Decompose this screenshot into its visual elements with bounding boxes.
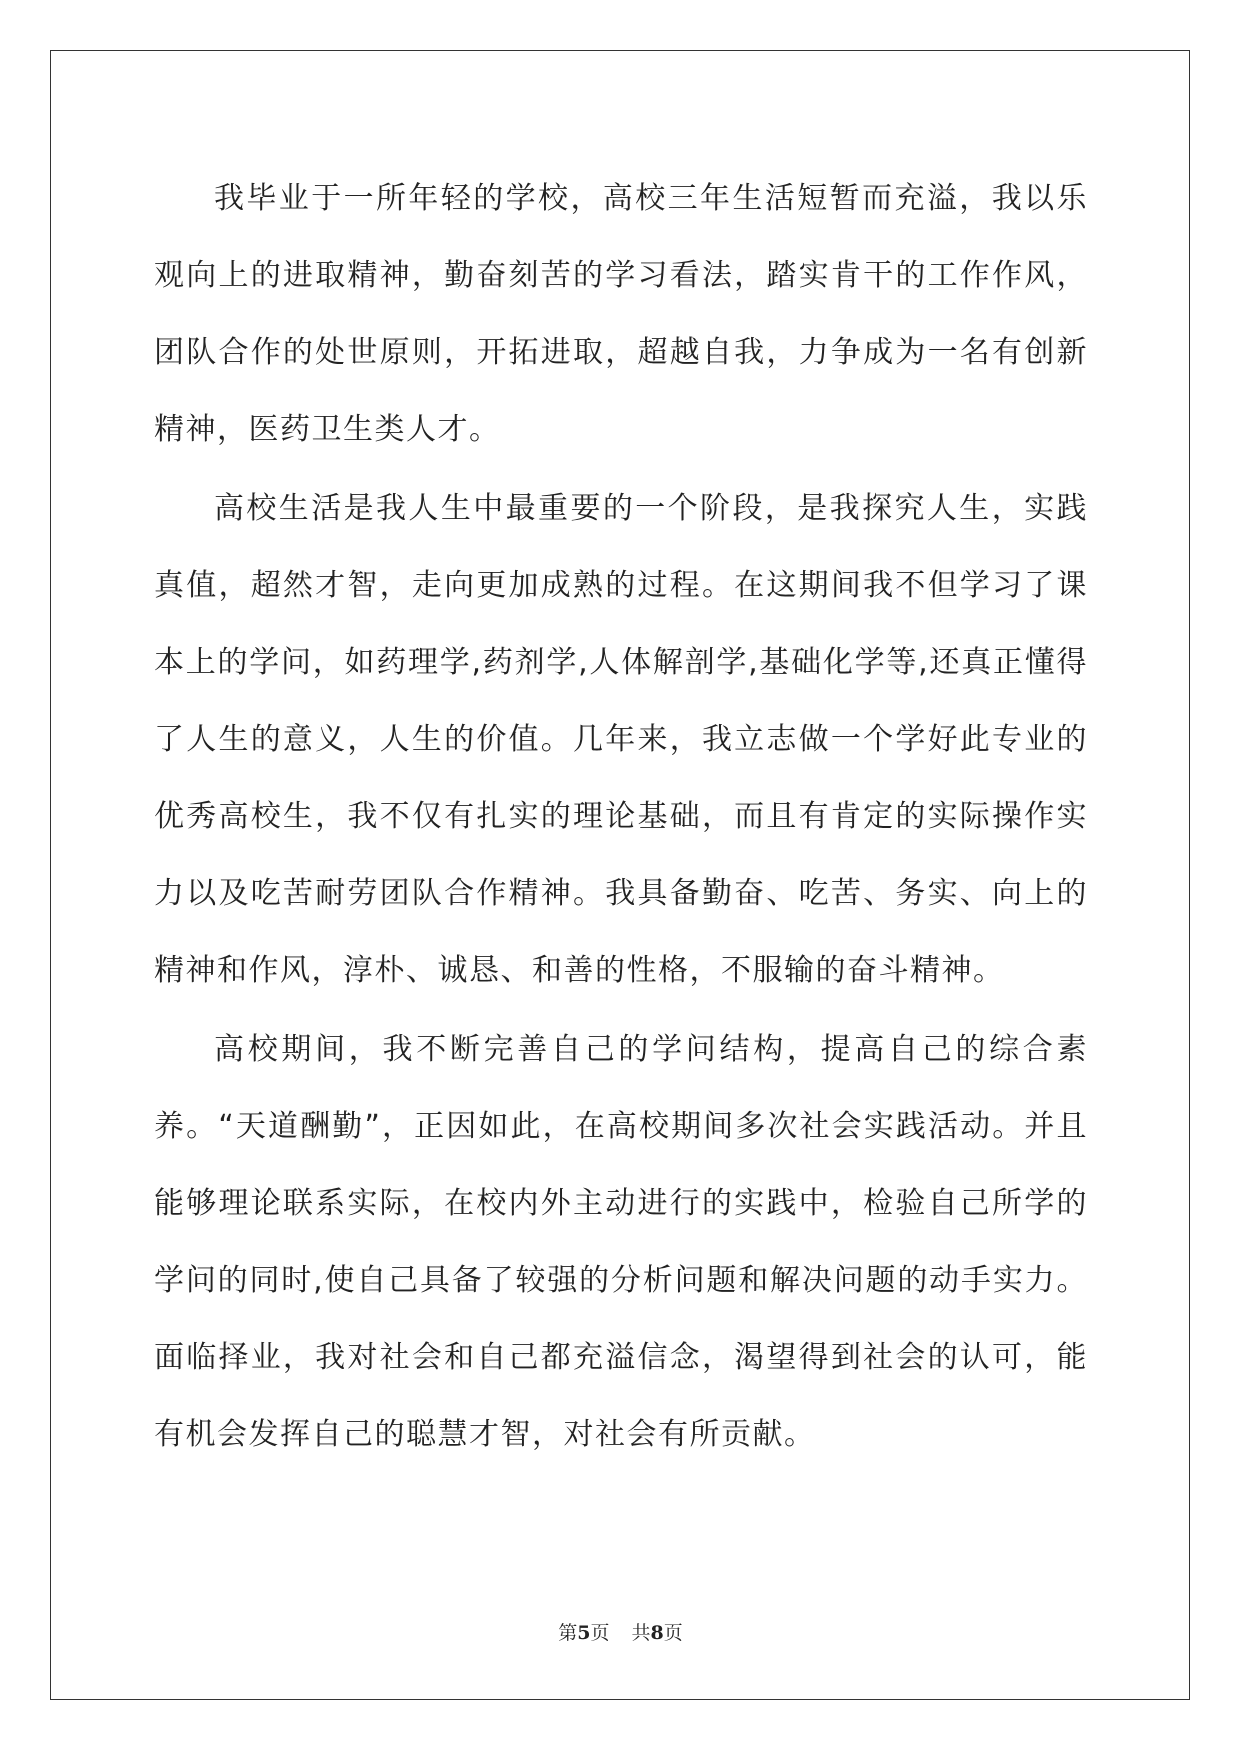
page-suffix: 页 [590,1622,610,1644]
paragraph-2: 高校生活是我人生中最重要的一个阶段，是我探究人生，实践真值，超然才智，走向更加成熟的过程。在这期间我不但学习了课本上的学问，如药理学,药剂学,人体解剖学,基础化学等,还真正懂得了人生的意义，人生的价值。几年来，我立志做一个学好此专业的优秀高校生，我不仅有扎实的理论基础，而且有肯定的实际操作实力以及吃苦耐劳团队合作精神。我具备勤奋、吃苦、务实、向上的精神和作风，淳朴、诚恳、和善的性格，不服输的奋斗精神。 [154,491,1088,988]
paragraph-3: 高校期间，我不断完善自己的学问结构，提高自己的综合素养。“天道酬勤”，正因如此，在高校期间多次社会实践活动。并且能够理论联系实际，在校内外主动进行的实践中，检验自己所学的学问的同时,使自己具备了较强的分析问题和解决问题的动手实力。面临择业，我对社会和自己都充溢信念，渴望得到社会的认可，能有机会发挥自己的聪慧才智，对社会有所贡献。 [154,1032,1088,1452]
page-prefix: 第 [558,1622,578,1644]
document-body [154,160,1088,1475]
total-suffix: 页 [663,1622,683,1644]
total-prefix: 共 [631,1622,651,1644]
page-footer [0,1618,1241,1645]
paragraph-1: 我毕业于一所年轻的学校，高校三年生活短暂而充溢，我以乐观向上的进取精神，勤奋刻苦的学习看法，踏实肯干的工作作风，团队合作的处世原则，开拓进取，超越自我，力争成为一名有创新精神，医药卫生类人才。 [154,181,1088,447]
total-pages-number: 8 [650,1622,664,1644]
current-page-number: 5 [577,1622,591,1644]
